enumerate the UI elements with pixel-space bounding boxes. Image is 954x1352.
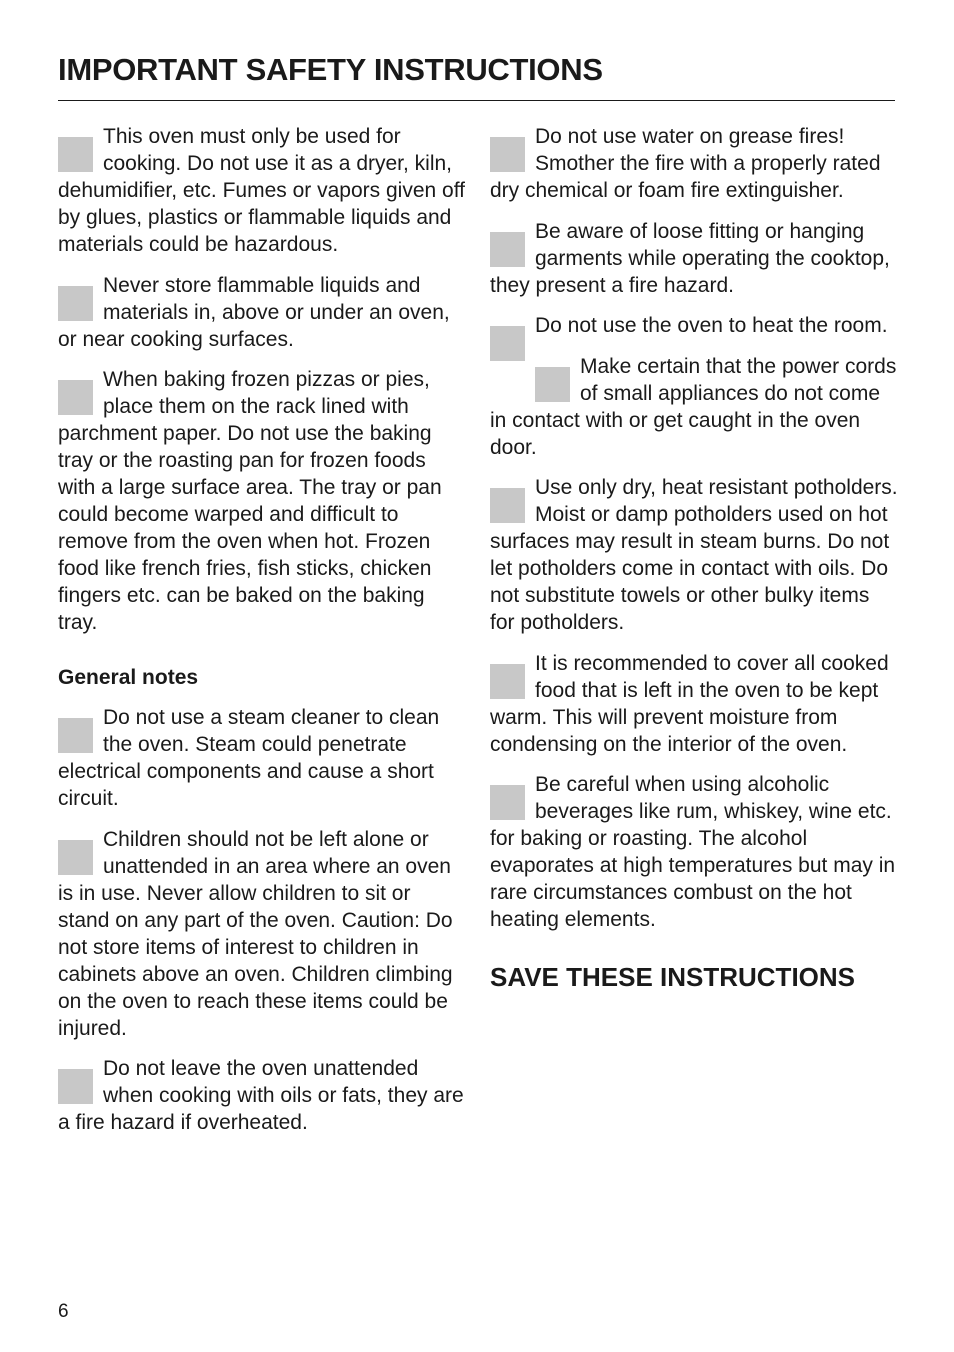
bullet-marker-icon [490,232,525,267]
safety-item [490,771,898,933]
safety-item [490,353,898,461]
safety-item [490,218,898,299]
bullet-marker-icon [58,380,93,415]
safety-item-text: Be aware of loose fitting or hanging garments while operating the cooktop, they present a fire hazard. [490,219,890,297]
safety-item-text: Do not use a steam cleaner to clean the oven. Steam could penetrate electrical components and cause a short circuit. [58,706,440,810]
bullet-marker-icon [535,367,570,402]
safety-item-text: It is recommended to cover all cooked food that is left in the oven to be kept warm. This will prevent moisture from condensing on the interior of the oven. [490,651,889,756]
safety-item [58,826,466,1042]
safety-item-text: Make certain that the power cords of small appliances do not come in contact with or get caught in the oven door. [490,354,897,459]
safety-item-text: Be careful when using alcoholic beverages like rum, whiskey, wine etc. for baking or roasting. The alcohol evaporates at high temperatures but may in rare circumstances combust on the hot heating elements. [490,773,896,931]
general-notes-heading: General notes [58,666,199,689]
bullet-marker-icon [58,1069,93,1104]
save-instructions-heading: SAVE THESE INSTRUCTIONS [490,962,856,992]
safety-item-text: Children should not be left alone or unattended in an area where an oven is in use. Never allow children to sit or stand on any part of the oven. Caution: Do not store items of interest to children in cabinets above an oven. Children climbing on the oven to reach these items could be injured. [58,827,453,1040]
bullet-marker-icon [58,286,93,321]
safety-item [490,312,898,339]
page-title: IMPORTANT SAFETY INSTRUCTIONS [58,52,603,87]
bullet-marker-icon [490,488,525,523]
safety-item [58,1055,466,1136]
title-divider [58,100,895,101]
safety-item-text: This oven must only be used for cooking. Do not use it as a dryer, kiln, dehumidifier, etc. Fumes or vapors given off by glues, plastics or flammable liquids and materials could be hazardous. [58,125,465,256]
safety-item [490,474,898,636]
bullet-marker-icon [58,137,93,172]
safety-item-text: Use only dry, heat resistant potholders. Moist or damp potholders used on hot surfaces may result in steam burns. Do not let potholders come in contact with oils. Do not substitute towels or other bulky items for potholders. [490,476,898,634]
bullet-marker-icon [490,664,525,699]
safety-item [58,123,466,258]
safety-item [58,272,466,353]
bullet-marker-icon [58,718,93,753]
safety-item-text: Do not use the oven to heat the room. [535,314,888,337]
safety-item [58,366,466,636]
bullet-marker-icon [490,137,525,172]
safety-item-text: Do not leave the oven unattended when cooking with oils or fats, they are a fire hazard if overheated. [58,1057,464,1134]
safety-item [490,650,898,758]
bullet-marker-icon [58,840,93,875]
safety-item-text: Never store flammable liquids and materials in, above or under an oven, or near cooking surfaces. [58,273,450,351]
right-column [490,123,898,994]
safety-item-text: When baking frozen pizzas or pies, place them on the rack lined with parchment paper. Do not use the baking tray or the roasting pan for frozen foods with a large surface area. The tray or pan could become warped and difficult to remove from the oven when hot. Frozen food like french fries, fish sticks, chicken fingers etc. can be baked on the baking tray. [58,368,442,634]
safety-item [490,123,898,204]
bullet-marker-icon [490,785,525,820]
safety-item [58,704,466,812]
safety-item-text: Do not use water on grease fires! Smother the fire with a properly rated dry chemical or foam fire extinguisher. [490,125,881,202]
left-column [58,123,466,1150]
page-number: 6 [58,1301,69,1322]
